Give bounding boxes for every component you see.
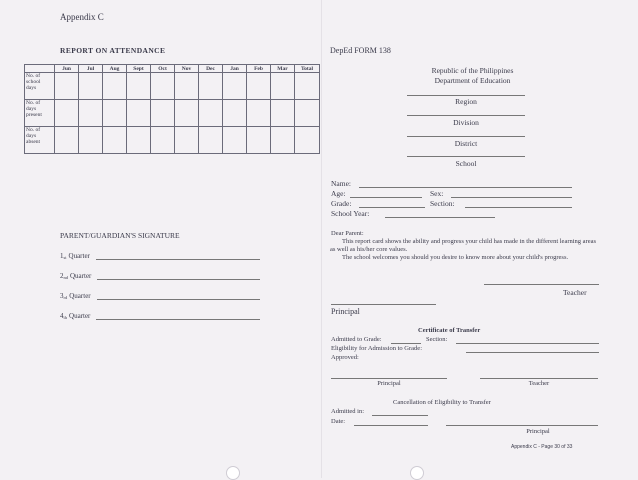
cancel-principal-label: Principal	[526, 428, 550, 435]
attendance-header-row	[25, 65, 320, 73]
attendance-cell[interactable]	[271, 100, 295, 127]
admitted-in-line[interactable]	[372, 415, 428, 416]
attendance-cell[interactable]	[175, 73, 199, 100]
teacher-label: Teacher	[563, 288, 587, 297]
region-label: Region	[455, 97, 477, 106]
quarter-signature-line[interactable]	[97, 273, 260, 280]
page-footer: Appendix C - Page 30 of 33	[511, 444, 573, 450]
admitted-in-label: Admitted in:	[331, 408, 365, 415]
row-label-line: absent	[26, 139, 41, 145]
school-year-line[interactable]	[385, 217, 495, 218]
quarter-suffix: rd	[63, 295, 68, 300]
district-line	[407, 136, 525, 137]
school-label: School	[455, 159, 477, 168]
quarter-number: 3	[60, 292, 64, 300]
admitted-grade-line[interactable]	[391, 343, 421, 344]
attendance-cell[interactable]	[271, 73, 295, 100]
form-name: DepEd FORM 138	[330, 46, 391, 55]
row-label-line: No. of	[26, 100, 41, 106]
quarter-row-2	[60, 272, 260, 280]
attendance-cell[interactable]	[55, 73, 79, 100]
section-label: Section:	[430, 199, 455, 208]
attendance-row	[25, 127, 320, 154]
attendance-cell[interactable]	[103, 73, 127, 100]
quarter-label: Quarter	[69, 312, 91, 320]
attendance-cell[interactable]	[199, 73, 223, 100]
eligibility-line[interactable]	[466, 352, 599, 353]
quarter-row-4	[60, 312, 260, 320]
attendance-row	[25, 100, 320, 127]
report-on-attendance-title: REPORT ON ATTENDANCE	[60, 46, 166, 55]
cert-section-label: Section:	[426, 336, 448, 343]
attendance-row-label	[25, 73, 55, 100]
attendance-cell[interactable]	[199, 127, 223, 154]
attendance-cell[interactable]	[79, 73, 103, 100]
approved-label: Approved:	[331, 354, 359, 361]
quarter-signature-line[interactable]	[96, 253, 260, 260]
attendance-cell[interactable]	[151, 127, 175, 154]
parent-signature-title: PARENT/GUARDIAN'S SIGNATURE	[60, 231, 180, 240]
quarter-label: Quarter	[68, 252, 90, 260]
attendance-cell[interactable]	[127, 73, 151, 100]
attendance-cell[interactable]	[79, 100, 103, 127]
attendance-cell[interactable]	[151, 100, 175, 127]
month-header-9: Mar	[271, 65, 295, 73]
row-label-line: school	[26, 79, 41, 85]
sex-label: Sex:	[430, 189, 444, 198]
row-label-line: No. of	[26, 127, 41, 133]
row-label-line: days	[26, 85, 37, 91]
cert-teacher-line[interactable]	[480, 378, 598, 379]
quarter-number: 2	[60, 272, 64, 280]
cert-principal-line[interactable]	[331, 378, 447, 379]
attendance-cell[interactable]	[271, 127, 295, 154]
quarter-label: Quarter	[69, 292, 91, 300]
attendance-row	[25, 73, 320, 100]
principal-label: Principal	[331, 307, 360, 316]
teacher-sign-line[interactable]	[484, 284, 599, 285]
paragraph-1: This report card shows the ability and progress your child has made in the different learning areas as well as his/her core values.	[330, 238, 597, 253]
school-line	[407, 156, 525, 157]
division-line	[407, 115, 525, 116]
row-label-line: days	[26, 106, 37, 112]
cancel-principal-line[interactable]	[446, 425, 598, 426]
header-block	[400, 66, 545, 86]
attendance-table	[24, 64, 320, 154]
grade-label: Grade:	[331, 199, 352, 208]
certificate-title: Certificate of Transfer	[418, 327, 481, 334]
admitted-to-grade-label: Admitted to Grade:	[331, 336, 382, 343]
quarter-number: 1	[60, 252, 64, 260]
paragraph-2: The school welcomes you should you desire to know more about your child's progress.	[342, 254, 569, 261]
division-label: Division	[453, 118, 479, 127]
quarter-row-3	[60, 292, 260, 300]
row-label-line: days	[26, 133, 37, 139]
section-line[interactable]	[465, 207, 572, 208]
cert-principal-label: Principal	[377, 380, 401, 387]
attendance-cell[interactable]	[295, 100, 320, 127]
attendance-cell[interactable]	[247, 127, 271, 154]
dear-parent: Dear Parent:	[331, 230, 364, 237]
attendance-cell[interactable]	[295, 73, 320, 100]
attendance-cell[interactable]	[103, 127, 127, 154]
age-label: Age:	[331, 189, 346, 198]
attendance-cell[interactable]	[127, 127, 151, 154]
school-year-label: School Year:	[331, 209, 370, 218]
attendance-cell[interactable]	[175, 127, 199, 154]
region-line	[407, 95, 525, 96]
district-label: District	[454, 139, 478, 148]
principal-sign-line[interactable]	[331, 304, 436, 305]
quarter-row-1	[60, 252, 260, 260]
month-header-8: Feb	[247, 65, 271, 73]
attendance-cell[interactable]	[175, 100, 199, 127]
month-header-2: Aug	[103, 65, 127, 73]
quarter-suffix: th	[63, 315, 68, 320]
republic-text: Republic of the Philippines	[431, 66, 514, 75]
page-fold	[321, 0, 322, 478]
sex-line[interactable]	[451, 197, 572, 198]
quarter-signature-line[interactable]	[96, 313, 260, 320]
attendance-cell[interactable]	[247, 100, 271, 127]
month-header-0: Jun	[55, 65, 79, 73]
quarter-label: Quarter	[70, 272, 92, 280]
month-header-1: Jul	[79, 65, 103, 73]
month-header-3: Sept	[127, 65, 151, 73]
row-label-line: No. of	[26, 73, 41, 79]
cancellation-title: Cancellation of Eligibility to Transfer	[393, 399, 491, 406]
attendance-row-label	[25, 127, 55, 154]
month-header-7: Jan	[223, 65, 247, 73]
attendance-cell[interactable]	[295, 127, 320, 154]
month-header-10: Total	[295, 65, 320, 73]
attendance-cell[interactable]	[55, 100, 79, 127]
row-label-line: present	[26, 112, 42, 118]
date-line[interactable]	[354, 425, 428, 426]
appendix-label: Appendix C	[60, 12, 104, 22]
attendance-row-label	[25, 100, 55, 127]
attendance-cell[interactable]	[103, 100, 127, 127]
grade-line[interactable]	[359, 207, 425, 208]
attendance-cell[interactable]	[127, 100, 151, 127]
date-label: Date:	[331, 418, 346, 425]
name-label: Name:	[331, 179, 351, 188]
attendance-cell[interactable]	[223, 73, 247, 100]
quarter-signature-line[interactable]	[97, 293, 260, 300]
report-paragraph	[330, 238, 598, 262]
cert-section-line[interactable]	[456, 343, 599, 344]
name-line[interactable]	[359, 187, 572, 188]
attendance-cell[interactable]	[151, 73, 175, 100]
attendance-cell[interactable]	[199, 100, 223, 127]
attendance-cell[interactable]	[79, 127, 103, 154]
cert-teacher-label: Teacher	[528, 380, 550, 387]
month-header-6: Dec	[199, 65, 223, 73]
eligibility-label: Eligibility for Admission to Grade:	[331, 345, 422, 352]
attendance-cell[interactable]	[223, 127, 247, 154]
attendance-corner-cell	[25, 65, 55, 73]
department-text: Department of Education	[434, 76, 511, 85]
attendance-cell[interactable]	[247, 73, 271, 100]
quarter-number: 4	[60, 312, 64, 320]
quarter-suffix: st	[63, 255, 67, 260]
month-header-4: Oct	[151, 65, 175, 73]
month-header-5: Nov	[175, 65, 199, 73]
attendance-cell[interactable]	[223, 100, 247, 127]
quarter-suffix: nd	[63, 275, 68, 280]
age-line[interactable]	[350, 197, 422, 198]
attendance-cell[interactable]	[55, 127, 79, 154]
